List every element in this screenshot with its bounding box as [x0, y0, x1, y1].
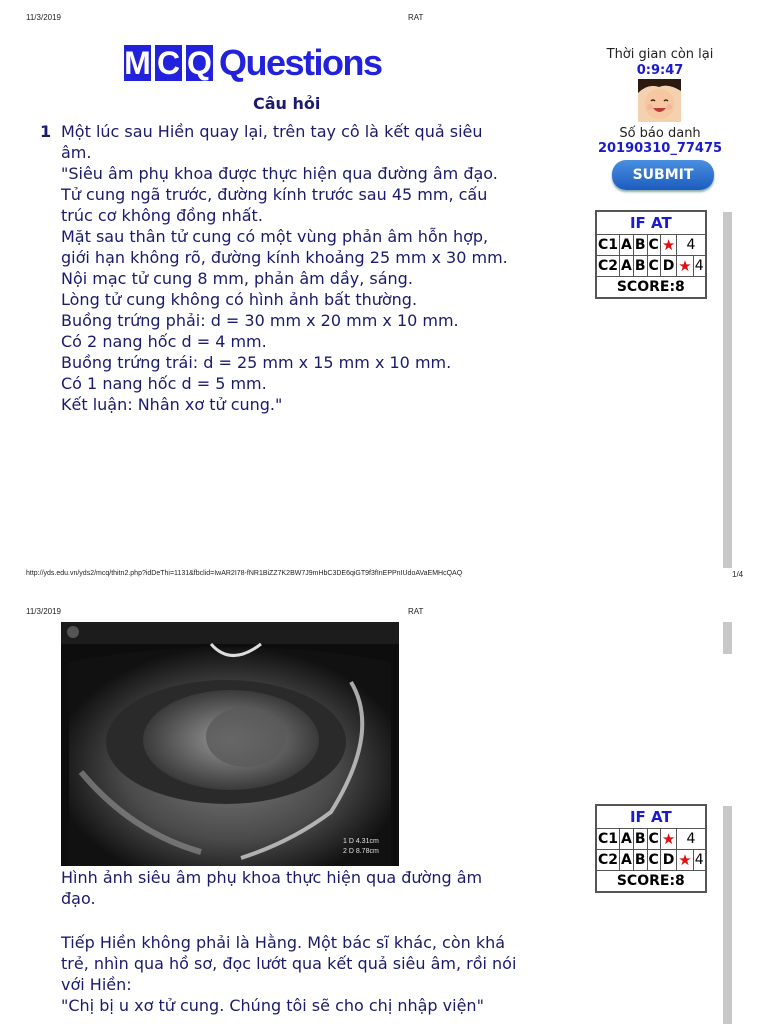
star-icon: ★ [661, 236, 676, 254]
question-line: Kết luận: Nhân xơ tử cung." [61, 395, 283, 414]
print-date: 11/3/2019 [26, 13, 61, 22]
points-cell: 4 [677, 235, 705, 256]
points-cell: 4 [693, 256, 705, 277]
ultrasound-image [61, 622, 399, 866]
logo-letter-c: C [156, 45, 181, 81]
question-line: Nội mạc tử cung 8 mm, phản âm dầy, sáng. [61, 269, 413, 288]
section-title: Câu hỏi [253, 94, 321, 113]
page-number: 1/4 [732, 570, 744, 579]
timer-value: 0:9:47 [636, 63, 684, 78]
row-label: C2 [597, 850, 620, 871]
choice-cell[interactable]: B [633, 850, 647, 871]
question-line: "Siêu âm phụ khoa được thực hiện qua đường âm đạo. [61, 164, 498, 183]
ifat-scorecard [595, 804, 707, 893]
choice-cell[interactable]: C [647, 829, 660, 850]
question-line: Có 1 nang hốc d = 5 mm. [61, 374, 267, 393]
candidate-id: 20190310_77475 [597, 141, 723, 156]
star-icon: ★ [678, 257, 692, 275]
choice-cell[interactable]: B [633, 235, 647, 256]
choice-cell[interactable]: A [620, 256, 634, 277]
measure-label: 1 D 4.31cm [343, 838, 379, 845]
choice-cell[interactable]: D [660, 256, 676, 277]
mcq-logo [124, 42, 382, 83]
question-line: Một lúc sau Hiền quay lại, trên tay cô là kết quả siêu âm. [61, 122, 483, 162]
scrollbar[interactable] [723, 622, 732, 654]
scrollbar[interactable] [723, 806, 732, 1024]
score-cell: SCORE:8 [597, 871, 706, 892]
story-paragraph [61, 932, 517, 1016]
timer-label: Thời gian còn lại [606, 47, 714, 62]
choice-cell[interactable]: C [647, 256, 660, 277]
ifat-scorecard [595, 210, 707, 299]
question-line: Buồng trứng phải: d = 30 mm x 20 mm x 10 mm. [61, 311, 459, 330]
choice-cell[interactable]: A [620, 829, 634, 850]
question-line: Mặt sau thân tử cung có một vùng phản âm hỗn hợp, giới hạn không rõ, đường kính khoảng 25 mm x 30 mm. [61, 227, 508, 267]
image-caption: Hình ảnh siêu âm phụ khoa thực hiện qua đường âm đạo. [61, 868, 483, 908]
points-cell: 4 [693, 850, 705, 871]
paragraph-line: Tiếp Hiền không phải là Hằng. Một bác sĩ khác, còn khá trẻ, nhìn qua hồ sơ, đọc lướt qua kết quả siêu âm, rồi nói với Hiền: [61, 933, 517, 994]
question-text [61, 121, 517, 415]
ifat-title: IF AT [597, 806, 706, 829]
logo-letter-q: Q [187, 45, 212, 81]
question-number: 1 [40, 122, 52, 141]
ifat-title: IF AT [597, 212, 706, 235]
row-label: C1 [597, 235, 620, 256]
logo-letter-m: M [124, 45, 151, 81]
logo-word: Questions [219, 42, 382, 83]
print-date: 11/3/2019 [26, 607, 61, 616]
choice-cell[interactable]: C [647, 850, 660, 871]
choice-cell[interactable]: B [633, 829, 647, 850]
question-line: Có 2 nang hốc d = 4 mm. [61, 332, 267, 351]
question-line: Tử cung ngã trước, đường kính trước sau 45 mm, cấu trúc cơ không đồng nhất. [61, 185, 488, 225]
print-title: RAT [408, 13, 424, 22]
choice-cell[interactable]: B [633, 256, 647, 277]
row-label: C1 [597, 829, 620, 850]
choice-cell[interactable]: D [660, 850, 676, 871]
submit-button[interactable]: SUBMIT [612, 160, 714, 190]
candidate-label: Số báo danh [619, 126, 701, 141]
choice-cell[interactable]: C [647, 235, 660, 256]
measure-label: 2 D 8.78cm [343, 848, 379, 855]
paragraph-line: "Chị bị u xơ tử cung. Chúng tôi sẽ cho chị nhập viện" [61, 996, 484, 1015]
score-cell: SCORE:8 [597, 277, 706, 298]
avatar [638, 79, 681, 122]
star-icon: ★ [661, 830, 676, 848]
question-line: Lòng tử cung không có hình ảnh bất thường. [61, 290, 418, 309]
question-line: Buồng trứng trái: d = 25 mm x 15 mm x 10 mm. [61, 353, 452, 372]
points-cell: 4 [677, 829, 705, 850]
choice-cell[interactable]: A [620, 850, 634, 871]
row-label: C2 [597, 256, 620, 277]
choice-cell[interactable]: A [620, 235, 634, 256]
star-icon: ★ [678, 851, 692, 869]
page-url: http://yds.edu.vn/yds2/mcq/thitn2.php?idDeThi=1131&fbclid=IwAR2I78-fNR1BiZZ7K2BW7J9mHbC3DE6qiGT9f3fInEPPnIUdoAVaEMHcQAQ [26, 570, 463, 577]
print-title: RAT [408, 607, 424, 616]
scrollbar[interactable] [723, 212, 732, 568]
